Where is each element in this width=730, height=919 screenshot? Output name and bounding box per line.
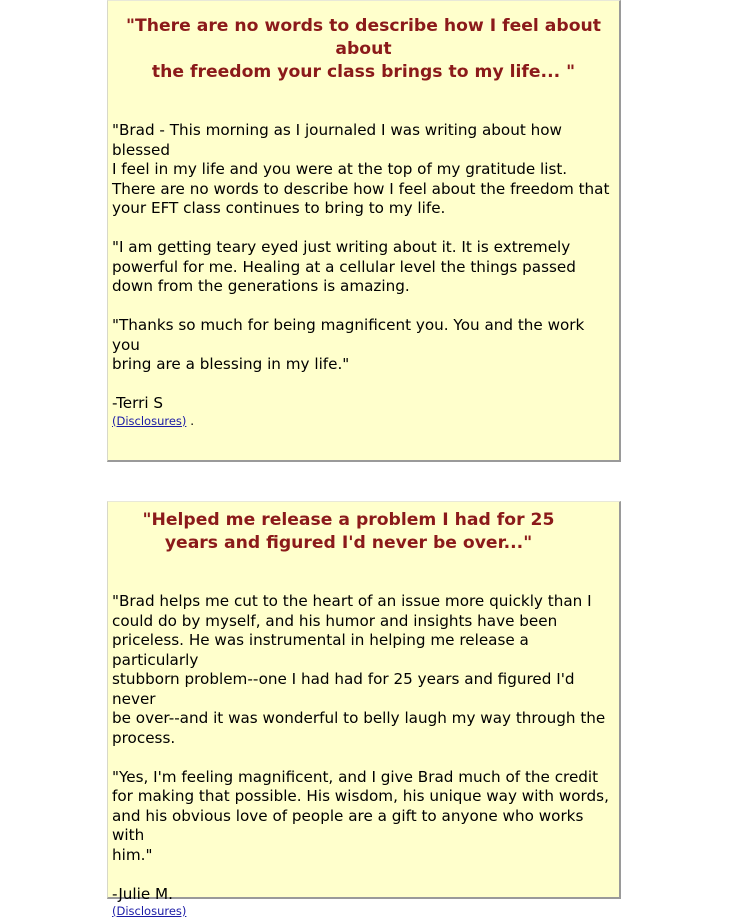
disclosures-link[interactable]: (Disclosures): [112, 413, 187, 428]
testimonial-paragraph: "Thanks so much for being magnificent you. You and the work you bring are a blessing in my life.": [112, 316, 585, 373]
testimonial-headline: "There are no words to describe how I feel about about the freedom your class brings to my life... ": [126, 16, 601, 82]
disclosures-link[interactable]: (Disclosures): [112, 904, 187, 918]
testimonial-paragraph: "Brad helps me cut to the heart of an issue more quickly than I could do by myself, and his humor and insights have been priceless. He was instrumental in helping me release a particularly stubborn problem--one I had had for 25 years and figured I'd never be over--and it was wonderful to belly laugh my way through the process.: [112, 592, 606, 747]
testimonial-paragraph: "Brad - This morning as I journaled I was writing about how blessed I feel in my life and you were at the top of my gratitude list. There are no words to describe how I feel about the freedom that your EFT class continues to bring to my life.: [112, 121, 610, 217]
testimonial-paragraph: "Yes, I'm feeling magnificent, and I give Brad much of the credit for making that possible. His wisdom, his unique way with words, and his obvious love of people are a gift to anyone who works with him.": [112, 767, 609, 864]
disclosure-row: [112, 414, 615, 429]
disclosure-row: [112, 904, 615, 919]
testimonial-card-terri: [107, 0, 621, 462]
testimonial-paragraph: "I am getting teary eyed just writing about it. It is extremely powerful for me. Healing at a cellular level the things passed down from the generations is amazing.: [112, 238, 576, 295]
testimonial-headline: "Helped me release a problem I had for 25 years and figured I'd never be over...": [142, 510, 555, 553]
testimonial-author: -Terri S: [112, 394, 164, 412]
testimonial-author: -Julie M.: [112, 884, 173, 903]
trailing-period: .: [186, 413, 195, 428]
testimonial-card-julie: [107, 501, 621, 918]
